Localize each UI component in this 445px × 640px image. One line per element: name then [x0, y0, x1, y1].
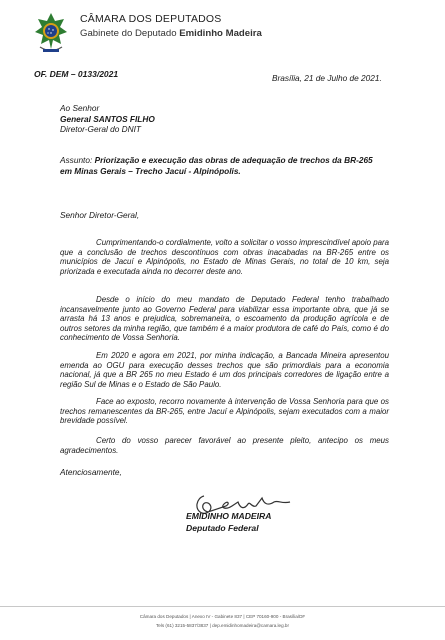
office-line [80, 28, 262, 39]
footer-address: Câmara dos Deputados | Anexo IV - Gabinete 837 | CEP 70160-900 - Brasília/DF [139, 614, 306, 619]
recipient-role: Diretor-Geral do DNIT [60, 124, 141, 135]
closing: Atenciosamente, [60, 467, 122, 477]
handwritten-signature [190, 488, 300, 528]
body-paragraph: Cumprimentando-o cordialmente, volto a solicitar o vosso imprescindível apoio para que a conclusão de trechos descontínuos com obras inacabadas na BR-265 entre os municípios de Jacuí e Alpinópolis, no Estado de Minas Gerais, no total de 10 km, seja priorizada e executada ainda no decorrer deste ano. [60, 238, 389, 276]
document-date: Brasília, 21 de Julho de 2021. [272, 73, 382, 83]
org-name: CÂMARA DOS DEPUTADOS [80, 13, 222, 25]
body-paragraph: Desde o início do meu mandato de Deputado Federal tenho trabalhado incansavelmente junto ao Governo Federal para viabilizar essa importante obra, que já se arrasta há 13 anos e prejudica, sobremaneira, o escoamento da produção agrícola e de outros setores da minha região, que também é a maior produtora de café do País, como é do conhecimento de Vossa Senhoria. [60, 295, 389, 343]
body-paragraph: Certo do vosso parecer favorável ao presente pleito, antecipo os meus agradecimentos. [60, 436, 389, 455]
office-name: Emidinho Madeira [179, 28, 262, 39]
signer-title: Deputado Federal [186, 523, 259, 533]
footer-divider [0, 606, 445, 607]
salutation: Senhor Diretor-Geral, [60, 210, 140, 220]
office-prefix: Gabinete do Deputado [80, 28, 177, 39]
footer-contact: Tels (61) 3215-5837/3837 | dep.emidinhomadeira@camara.leg.br [155, 623, 290, 628]
recipient-name: General SANTOS FILHO [60, 113, 155, 124]
body-paragraph: Em 2020 e agora em 2021, por minha indicação, a Bancada Mineira apresentou emenda ao OGU para execução desses trechos que são primordiais para a economia nacional, já que a BR 265 no meu Estado é um dos principais corredores de ligação entre a região Sul de Minas e o Estado de São Paulo. [60, 351, 389, 389]
body-paragraph: Face ao exposto, recorro novamente à intervenção de Vossa Senhoria para que os trechos remanescentes da BR-265, entre Jacuí e Alpinópolis, sejam executados com a maior brevidade possível. [60, 397, 389, 426]
recipient-block [60, 103, 155, 135]
signer-name: EMIDINHO MADEIRA [186, 511, 272, 521]
coat-of-arms-icon [34, 12, 68, 54]
subject-line [60, 155, 380, 176]
subject-text: Priorização e execução das obras de adequação de trechos da BR-265 em Minas Gerais – Trecho Jacuí - Alpinópolis. [60, 155, 373, 176]
recipient-greeting: Ao Senhor [60, 103, 100, 113]
subject-label: Assunto: [60, 155, 93, 165]
document-number: OF. DEM – 0133/2021 [34, 69, 119, 79]
